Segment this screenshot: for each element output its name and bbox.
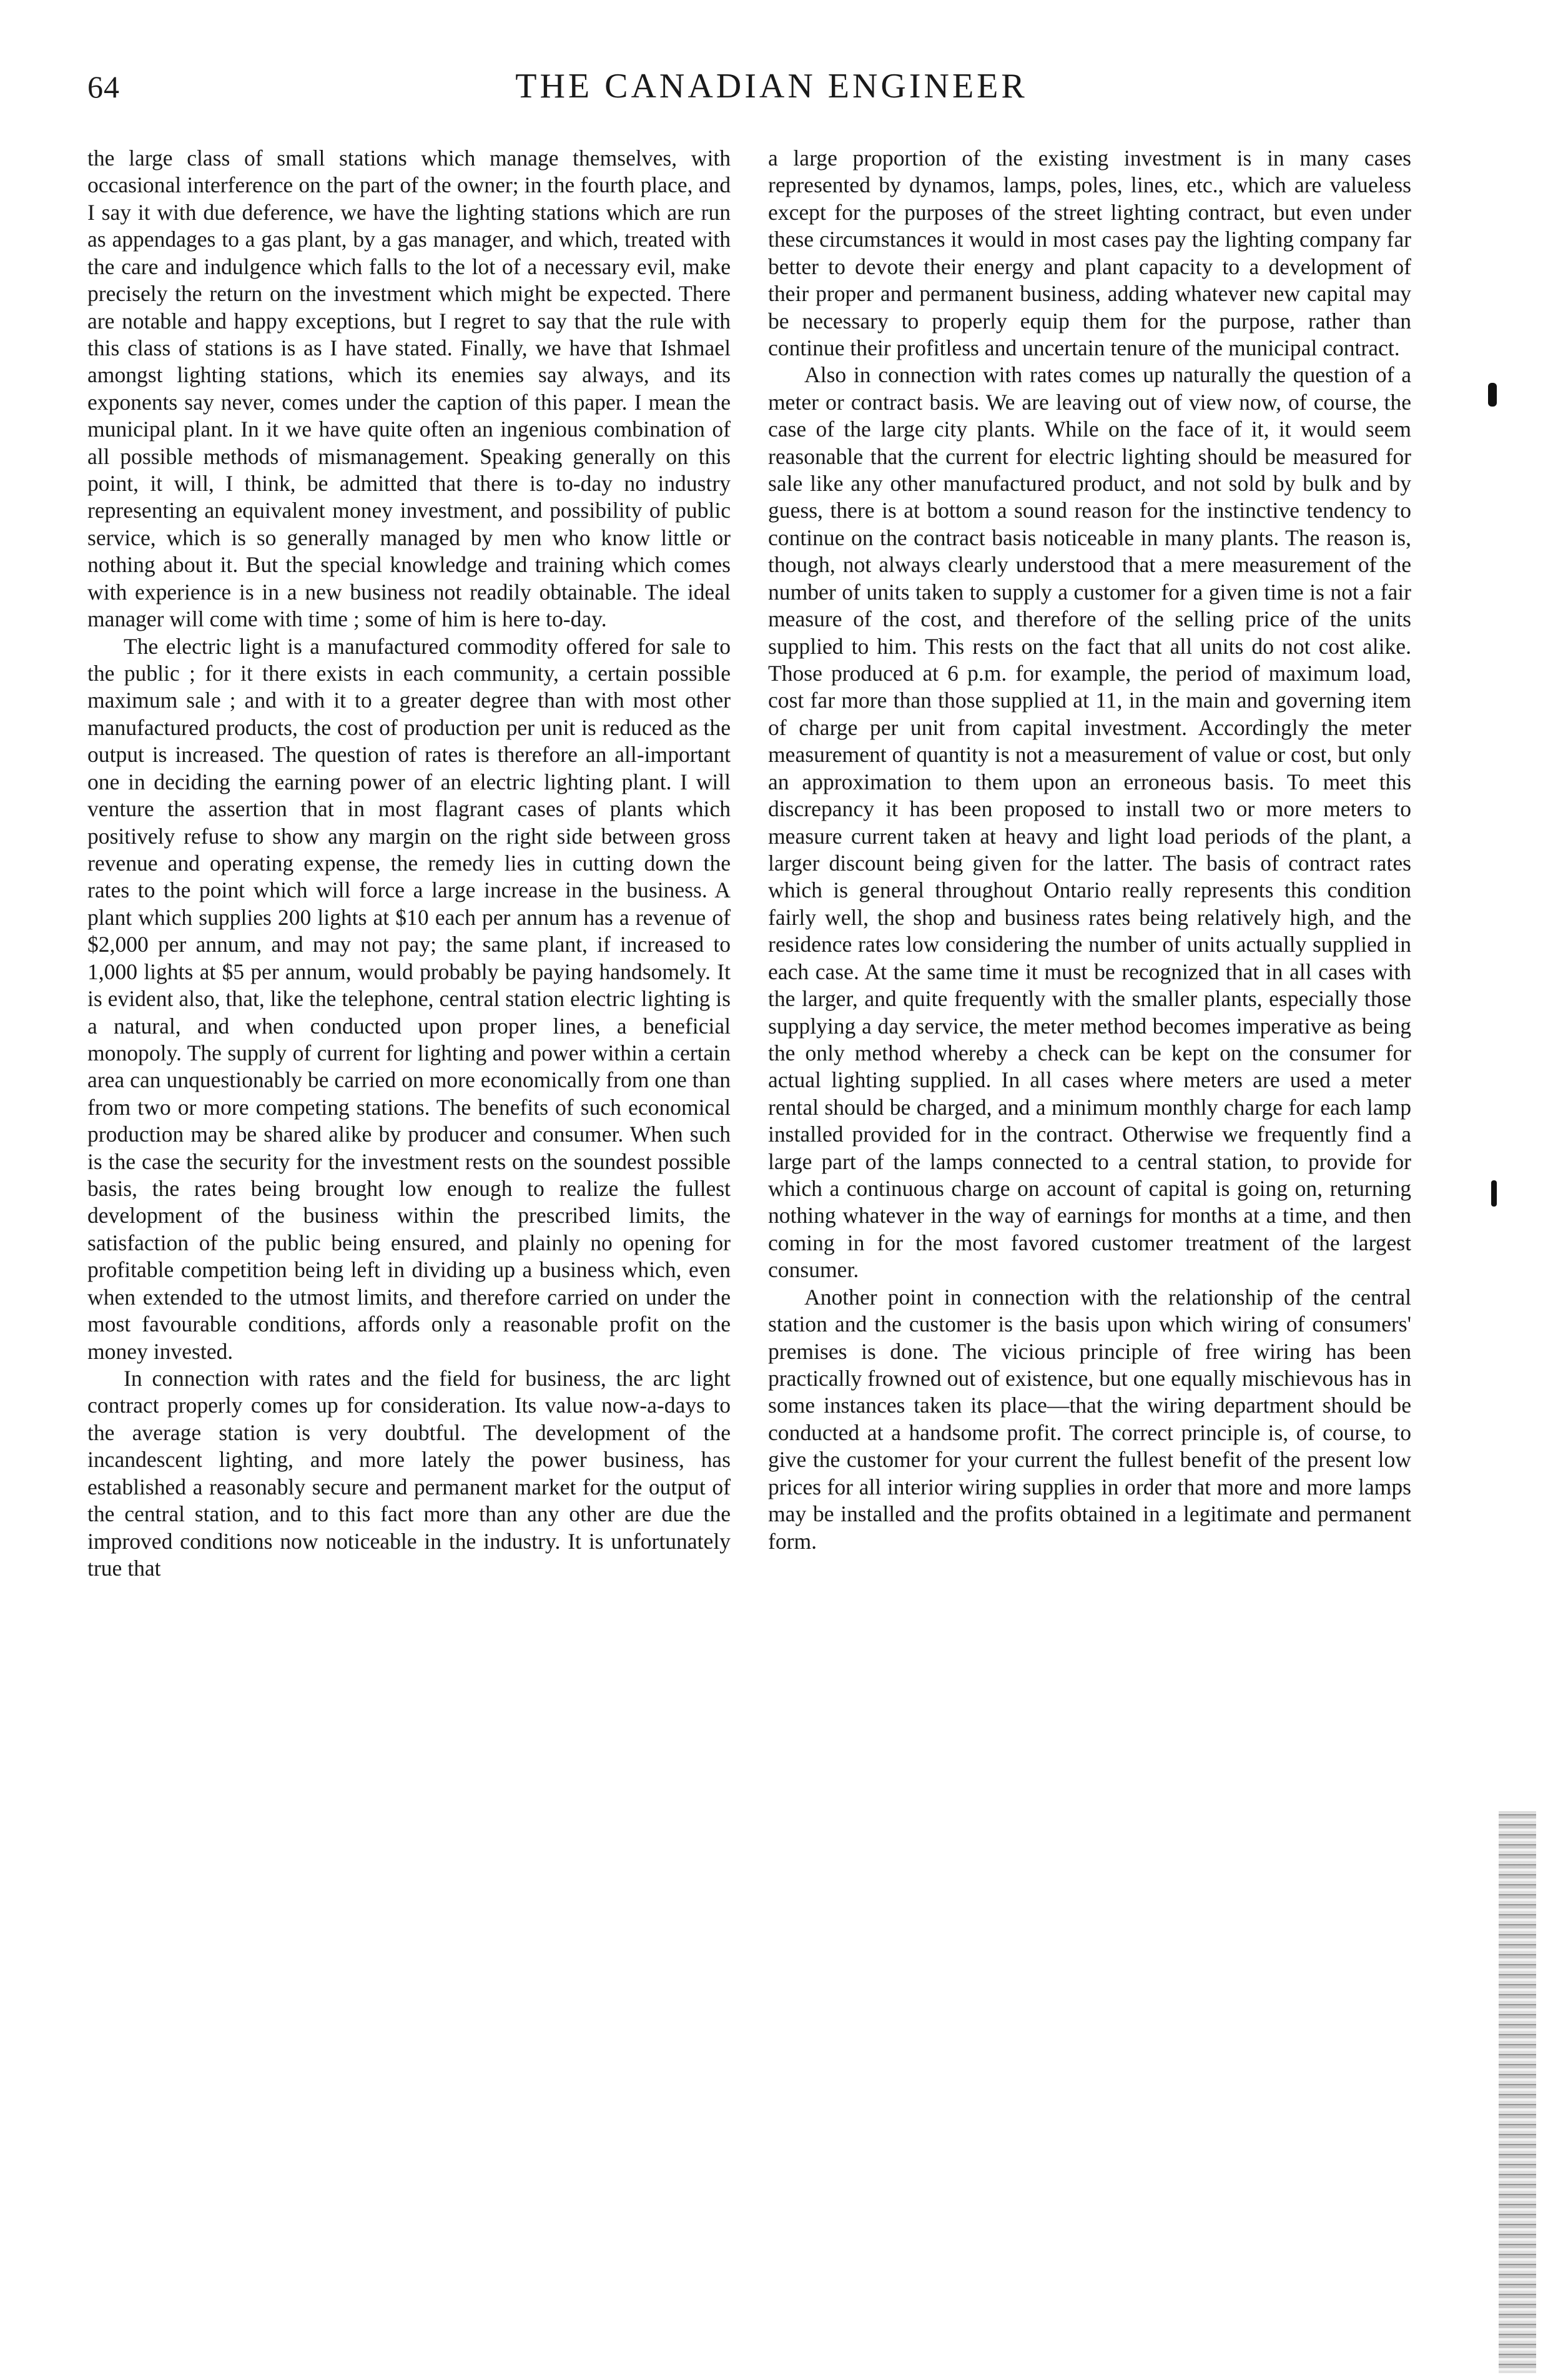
left-paragraph-3: In connection with rates and the field for business, the arc light contract properly comes up for consideration. Its value now-a-days to the average station is very doubtful. The development of the incandescent lighting, and more lately the power business, has established a reasonably secure and permanent market for the output of the central station, and to this fact more than any other are due the improved conditions now noticeable in the industry. It is unfortunately true that — [87, 1365, 731, 1581]
right-paragraph-3: Another point in connection with the relationship of the central station and the customer is the basis upon which wiring of consumers' premises is done. The vicious principle of free wiring has been practically frowned out of existence, but one equally mischievous has in some instances taken its place—that the wiring department should be conducted at a handsome profit. The correct principle is, of course, to give the customer for your current the fullest benefit of the present low prices for all interior wiring supplies in order that more and more lamps may be installed and the profits obtained in a legitimate and permanent form. — [768, 1284, 1411, 1554]
left-column — [87, 145, 731, 1582]
right-paragraph-2: Also in connection with rates comes up naturally the question of a meter or contract basis. We are leaving out of view now, of course, the case of the large city plants. While on the face of it, it would seem reasonable that the current for electric lighting should be measured for sale like any other manufactured product, and not sold by bulk and by guess, there is at bottom a sound reason for the instinctive tendency to continue on the contract basis noticeable in many plants. The reason is, though, not always clearly understood that a mere measurement of the number of units taken to supply a customer for a given time is not a fair measure of the cost, and therefore of the selling price of the units supplied to him. This rests on the fact that all units do not cost alike. Those produced at 6 p.m. for example, the period of maximum load, cost far more than those supplied at 11, in the main and governing item of charge per unit from capital investment. Accordingly the meter measurement of quantity is not a measurement of value or cost, but only an approximation to them upon an erroneous basis. To meet this discrepancy it has been proposed to install two or more meters to measure current taken at heavy and light load periods of the plant, a larger discount being given for the latter. The basis of contract rates which is general throughout Ontario really represents this condition fairly well, the shop and business rates being relatively high, and the residence rates low considering the number of units actually supplied in each case. At the same time it must be recognized that in all cases with the larger, and quite frequently with the smaller plants, especially those supplying a day service, the meter method becomes imperative as being the only method whereby a check can be kept on the consumer for actual lighting supplied. In all cases where meters are used a meter rental should be charged, and a minimum monthly charge for each lamp installed provided for in the contract. Otherwise we frequently find a large part of the lamps connected to a central station, to provide for which a continuous charge on account of capital is going on, returning nothing whatever in the way of earnings for months at a time, and then coming in for the most favored customer treatment of the largest consumer. — [768, 362, 1411, 1283]
scan-edge-strip — [1499, 1811, 1536, 2373]
left-paragraph-1: the large class of small stations which manage themselves, with occasional interference on the part of the owner; in the fourth place, and I say it with due deference, we have the lighting stations which are run as appendages to a gas plant, by a gas manager, and which, treated with the care and indulgence which falls to the lot of a necessary evil, make precisely the return on the investment which might be expected. There are notable and happy exceptions, but I regret to say that the rule with this class of stations is as I have stated. Finally, we have that Ishmael amongst lighting stations, which its enemies say always, and its exponents say never, comes under the caption of this paper. I mean the municipal plant. In it we have quite often an ingenious combination of all possible methods of mismanagement. Speaking generally on this point, it will, I think, be admitted that there is to-day no industry representing an equivalent money investment, and possibility of public service, which is so generally managed by men who know little or nothing about it. But the special knowledge and training which comes with experience is in a new business not readily obtainable. The ideal manager will come with time ; some of him is here to-day. — [87, 146, 731, 632]
ink-speck-mark — [1488, 383, 1497, 407]
ink-speck-mark — [1491, 1180, 1497, 1207]
right-column — [768, 145, 1411, 1555]
running-head: THE CANADIAN ENGINEER — [515, 67, 1028, 106]
page-number: 64 — [87, 69, 120, 104]
right-paragraph-1: a large proportion of the existing investment is in many cases represented by dynamos, lamps, poles, lines, etc., which are valueless except for the purposes of the street lighting contract, but even under these circumstances it would in most cases pay the lighting company far better to devote their energy and plant capacity to a development of their proper and permanent business, adding whatever new capital may be necessary to properly equip them for the purpose, rather than continue their profitless and uncertain tenure of the municipal contract. — [768, 146, 1411, 360]
left-paragraph-2: The electric light is a manufactured commodity offered for sale to the public ; for it there exists in each community, a certain possible maximum sale ; and with it to a greater degree than with most other manufactured products, the cost of production per unit is reduced as the output is increased. The question of rates is therefore an all-important one in deciding the earning power of an electric lighting plant. I will venture the assertion that in most flagrant cases of plants which positively refuse to show any margin on the right side between gross revenue and operating expense, the remedy lies in cutting down the rates to the point which will force a large increase in the business. A plant which supplies 200 lights at $10 each per annum has a revenue of $2,000 per annum, and may not pay; the same plant, if increased to 1,000 lights at $5 per annum, would probably be paying handsomely. It is evident also, that, like the telephone, central station electric lighting is a natural, and when conducted upon proper lines, a beneficial monopoly. The supply of current for lighting and power within a certain area can unquestionably be carried on more economically from one than from two or more competing stations. The benefits of such economical production may be shared alike by producer and consumer. When such is the case the security for the investment rests on the soundest possible basis, the rates being brought low enough to realize the fullest development of the business within the prescribed limits, the satisfaction of the public being ensured, and plainly no opening for profitable competition being left in dividing up a business which, even when extended to the utmost limits, and therefore carried on under the most favourable conditions, affords only a reasonable profit on the money invested. — [87, 633, 731, 1364]
